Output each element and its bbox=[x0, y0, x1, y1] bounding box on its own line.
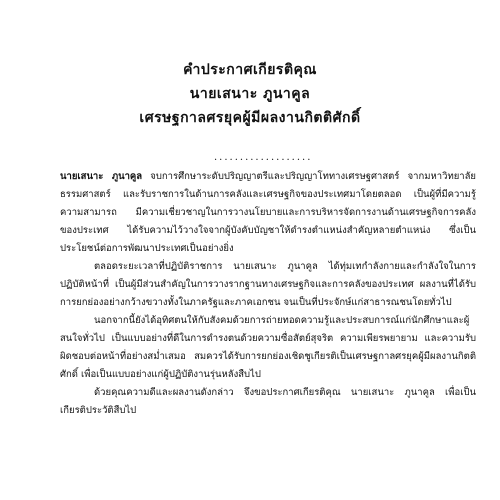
paragraph-text: ตลอดระยะเวลาที่ปฏิบัติราชการ นายเสนาะ ภูนาคูล ได้ทุ่มเทกำลังกายและกำลังใจในการปฏิบัติหน้าที่ เป็นผู้มีส่วนสำคัญในการวางรากฐานทางเศรษฐกิจและการคลังของประเทศ ผลงานที่ได้รับการยกย่องอย่างกว้างขวางทั้งในภาครัฐและภาคเอกชน จนเป็นที่ประจักษ์แก่สาธารณชนโดยทั่วไป bbox=[60, 261, 476, 308]
body-paragraph bbox=[60, 168, 476, 258]
paragraph-text: จบการศึกษาระดับปริญญาตรีและปริญญาโททางเศรษฐศาสตร์ จากมหาวิทยาลัยธรรมศาสตร์ และรับราชการในด้านการคลังและเศรษฐกิจของประเทศมาโดยตลอด เป็นผู้ที่มีความรู้ความสามารถ มีความเชี่ยวชาญในการวางนโยบายและการบริหารจัดการงานด้านเศรษฐกิจการคลังของประเทศ ได้รับความไว้วางใจจากผู้บังคับบัญชาให้ดำรงตำแหน่งสำคัญหลายตำแหน่ง ซึ่งเป็นประโยชน์ต่อการพัฒนาประเทศเป็นอย่างยิ่ง bbox=[60, 171, 476, 254]
document-body bbox=[60, 168, 476, 420]
body-paragraph bbox=[60, 312, 476, 384]
body-paragraph bbox=[60, 384, 476, 420]
award-title: เศรษฐกาลศรยุคผู้มีผลงานกิตติศักดิ์ bbox=[139, 110, 361, 126]
title-block bbox=[0, 58, 500, 130]
document-title: คำประกาศเกียรติคุณ bbox=[183, 62, 317, 78]
paragraph-text: นอกจากนี้ยังได้อุทิศตนให้กับสังคมด้วยการถ่ายทอดความรู้และประสบการณ์แก่นักศึกษาและผู้สนใจทั่วไป เป็นแบบอย่างที่ดีในการดำรงตนด้วยความซื่อสัตย์สุจริต ความเพียรพยายาม และความรับผิดชอบต่อหน้าที่อย่างสม่ำเสมอ สมควรได้รับการยกย่องเชิดชูเกียรติเป็นเศรษฐกาลศรยุคผู้มีผลงานกิตติศักดิ์ เพื่อเป็นแบบอย่างแก่ผู้ปฏิบัติงานรุ่นหลังสืบไป bbox=[60, 315, 476, 380]
separator-dots: ................... bbox=[214, 152, 313, 163]
paragraph-text: ด้วยคุณความดีและผลงานดังกล่าว จึงขอประกาศเกียรติคุณ นายเสนาะ ภูนาคูล เพื่อเป็นเกียรติประวัติสืบไป bbox=[60, 387, 476, 416]
body-paragraph bbox=[60, 258, 476, 312]
honoree-name: นายเสนาะ ภูนาคูล bbox=[189, 86, 311, 102]
paragraph-lead: นายเสนาะ ภูนาคูล bbox=[60, 171, 143, 182]
